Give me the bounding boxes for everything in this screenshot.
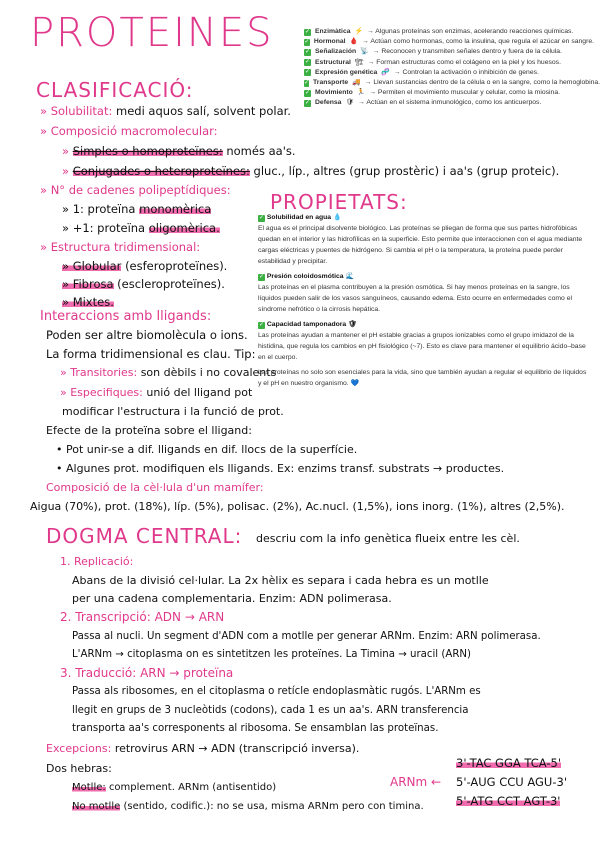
- transcripcio-l1: Passa al nucli. Un segment d'ADN com a motlle per generar ARNm. Enzim: ARN polimerasa.: [72, 631, 541, 642]
- presion-title: ✓ Presión coloidosmótica 🌊: [258, 273, 354, 280]
- legend-item-name: Hormonal: [313, 38, 346, 46]
- interaccions-l2: La forma tridimensional es clau. Tip:: [46, 347, 256, 361]
- efecte-bullet-1: • Pot unir-se a dif. lligands en dif. llocs de la superfície.: [56, 443, 358, 456]
- check-icon: ✓: [304, 89, 311, 96]
- legend-item-text: → Controlan la activación o inhibición de genes.: [393, 68, 539, 76]
- legend-item: [304, 98, 594, 108]
- seq-coding: 5'-ATG CCT AGT-3': [456, 794, 561, 808]
- solubilitat-line: » Solubilitat: medi aquos salí, solvent polar.: [40, 104, 291, 118]
- legend-item-text: → Forman estructuras como el colágeno en la piel y los huesos.: [367, 58, 561, 66]
- transitories-line: » Transitories: son dèbils i no covalents: [60, 366, 277, 379]
- legend-item-text: → Reconocen y transmiten señales dentro y fuera de la célula.: [372, 48, 562, 56]
- transcripcio-l2: L'ARNm → citoplasma on es sintetitzen les proteïnes. La Timina → uracil (ARN): [72, 649, 471, 660]
- legend-item-text: → Algunas proteínas son enzimas, acelerando reacciones químicas.: [366, 28, 574, 35]
- legend-item-name: Movimiento: [315, 89, 353, 97]
- monomerica-line: » 1: proteïna monomèrica: [62, 202, 212, 216]
- traduccio-l3: transporta aa's corresponents al ribosoma. Se ensamblan las proteïnas.: [72, 723, 439, 734]
- check-icon: ✓: [304, 69, 311, 76]
- mixtes-line: » Mixtes.: [62, 295, 114, 309]
- dogma-heading-text: descriu com la info genètica flueix entre les cèl.: [256, 532, 520, 545]
- especifiques-line2: modificar l'estructura i la funció de prot.: [62, 405, 284, 418]
- legend-item: [304, 88, 594, 98]
- legend-item: [304, 68, 594, 78]
- legend-item: [304, 58, 594, 68]
- fibrosa-line: » Fibrosa (escleroproteïnes).: [62, 277, 225, 291]
- legend-item-name: Defensa: [315, 99, 342, 107]
- check-icon: ✓: [304, 49, 311, 55]
- composicio-label: » Composició macromolecular:: [40, 124, 218, 138]
- efecte-bullet-2: • Algunes prot. modifiquen els lligands. Ex: enzims transf. substrats → productes.: [56, 462, 505, 475]
- transcripcio-title: 2. Transcripció: ADN → ARN: [60, 610, 225, 624]
- legend-item-icon: 🚚: [352, 79, 361, 87]
- legend-item-icon: ⚡: [354, 28, 363, 35]
- legend-item-icon: 🏗: [354, 58, 364, 66]
- traduccio-l2: llegit en grups de 3 nucleòtids (codons), cada 1 es un aa's. ARN transferencia: [72, 705, 469, 716]
- extra-text: Las proteínas no solo son esenciales para la vida, sino que también ayudan a regular el equilibrio de líquidos y el pH en nuestro organismo. 💙: [258, 369, 587, 387]
- tampon-title: ✓ Capacidad tamponadora 🛡: [258, 321, 357, 328]
- legend-item-name: Transporte: [313, 79, 349, 87]
- solubilidad-title: ✓ Solubilidad en agua 💧: [258, 214, 342, 221]
- legend-item-name: Señalización: [315, 48, 357, 56]
- conjugades-line: » Conjugades o heteroproteïnes: gluc., líp., altres (grup prostèric) i aa's (grup proteic).: [62, 164, 560, 178]
- legend-item-name: Enzimàtica: [315, 28, 351, 35]
- tampon-text: Las proteínas ayudan a mantener el pH estable gracias a grupos ionizables como el grupo imidazol de la histidina, que regula los cambios en pH fisiológico (~7). Esto es clave para mantener el equilibrio ácido–base en el cuerpo.: [258, 332, 586, 361]
- legend-item: [304, 27, 594, 37]
- replicacio-l1: Abans de la divisió cel·lular. La 2x hèlix es separa i cada hebra es un motlle: [72, 574, 489, 587]
- legend-item: [304, 78, 600, 88]
- replicacio-title: 1. Replicació:: [60, 555, 134, 568]
- presion-text: Las proteínas en el plasma contribuyen a la presión osmótica. Si hay menos proteínas en la sangre, los líquidos pueden salir de los vasos sanguíneos, causando edema. Esto ocurre en enfermedades como el síndrome nefrótico o la cirrosis hepática.: [258, 284, 572, 313]
- oligomerica-line: » +1: proteïna oligomèrica.: [62, 221, 220, 235]
- functions-legend: [304, 27, 600, 109]
- excepcions-line: Excepcions: retrovirus ARN → ADN (transcripció inversa).: [46, 742, 360, 755]
- legend-item-name: Estructural: [315, 58, 351, 66]
- arnm-label: ARNm ←: [390, 775, 442, 789]
- seq-arnm: 5'-AUG CCU AGU-3': [456, 775, 567, 789]
- estructura-label: » Estructura tridimensional:: [40, 240, 201, 254]
- legend-item-icon: 🩸: [349, 38, 359, 46]
- check-icon: ✓: [304, 79, 310, 86]
- interaccions-l1: Poden ser altre biomolècula o ions.: [46, 328, 248, 342]
- legend-item-text: → Llevan sustancias dentro de la célula o en la sangre, como la hemoglobina.: [364, 79, 600, 87]
- composicio-heading: Composició de la cèl·lula d'un mamífer:: [46, 481, 264, 494]
- check-icon: ✓: [304, 59, 311, 66]
- cadenes-label: » N° de cadenes polipeptídiques:: [40, 183, 231, 197]
- seq-template: 3'-TAC GGA TCA-5': [456, 756, 562, 770]
- nomotlle-line: No motlle (sentido, codific.): no se usa, misma ARNm pero con timina.: [72, 801, 424, 812]
- legend-item-name: Expresión genética: [315, 68, 378, 76]
- interaccions-heading: Interaccions amb lligands:: [40, 309, 212, 324]
- simples-line: » Simples o homoproteïnes: només aa's.: [62, 144, 296, 158]
- legend-item-text: → Actúan como hormonas, como la insulina, que regula el azúcar en sangre.: [362, 38, 594, 46]
- check-icon: ✓: [304, 28, 311, 35]
- composicio-text: Aigua (70%), prot. (18%), líp. (5%), polisac. (2%), Ac.nucl. (1,5%), ions inorg. (1%), altres (2,5%).: [30, 500, 565, 513]
- dogma-heading: DOGMA CENTRAL:: [46, 524, 243, 548]
- traduccio-title: 3. Traducció: ARN → proteïna: [60, 666, 234, 680]
- legend-item: [304, 37, 594, 47]
- solubilidad-text: El agua es el principal disolvente biológico. Las proteínas se pliegan de forma que sus partes hidrofóbicas quedan en el interior y las hidrofílicas en la superficie. Esto permite que interaccionen con el agua mediante cargas eléctricas y puentes de hidrógeno. Si cambia el pH o la temperatura, la proteína puede perder estabilidad y precipitar.: [258, 225, 583, 265]
- efecte-line: Efecte de la proteïna sobre el lligand:: [46, 424, 252, 437]
- globular-line: » Globular (esferoproteïnes).: [62, 259, 228, 273]
- check-icon: ✓: [304, 38, 310, 45]
- legend-item-icon: 📡: [360, 48, 369, 56]
- traduccio-l1: Passa als ribosomes, en el citoplasma o retícle endoplasmàtic rugós. L'ARNm es: [72, 686, 481, 697]
- propietats-body: [258, 212, 588, 389]
- legend-item-icon: 🧬: [381, 68, 390, 76]
- replicacio-l2: per una cadena complementaria. Enzim: ADN polimerasa.: [72, 592, 392, 605]
- especifiques-line: » Especifiques: unió del lligand pot: [60, 386, 253, 399]
- legend-item: [304, 47, 594, 57]
- legend-item-text: → Actúan en el sistema inmunológico, como los anticuerpos.: [358, 99, 542, 107]
- page-title: PROTEINES: [30, 10, 274, 56]
- clasificacio-heading: CLASIFICACIÓ:: [36, 78, 194, 102]
- check-icon: ✓: [304, 100, 311, 107]
- legend-item-icon: 🏃: [356, 89, 366, 97]
- legend-item-icon: 🛡: [345, 99, 355, 107]
- legend-item-text: → Permiten el movimiento muscular y celular, como la miosina.: [369, 89, 560, 97]
- motlle-line: Motlle: complement. ARNm (antisentido): [72, 782, 277, 793]
- hebras-label: Dos hebras:: [46, 762, 112, 775]
- propietats-heading: PROPIETATS:: [270, 190, 408, 214]
